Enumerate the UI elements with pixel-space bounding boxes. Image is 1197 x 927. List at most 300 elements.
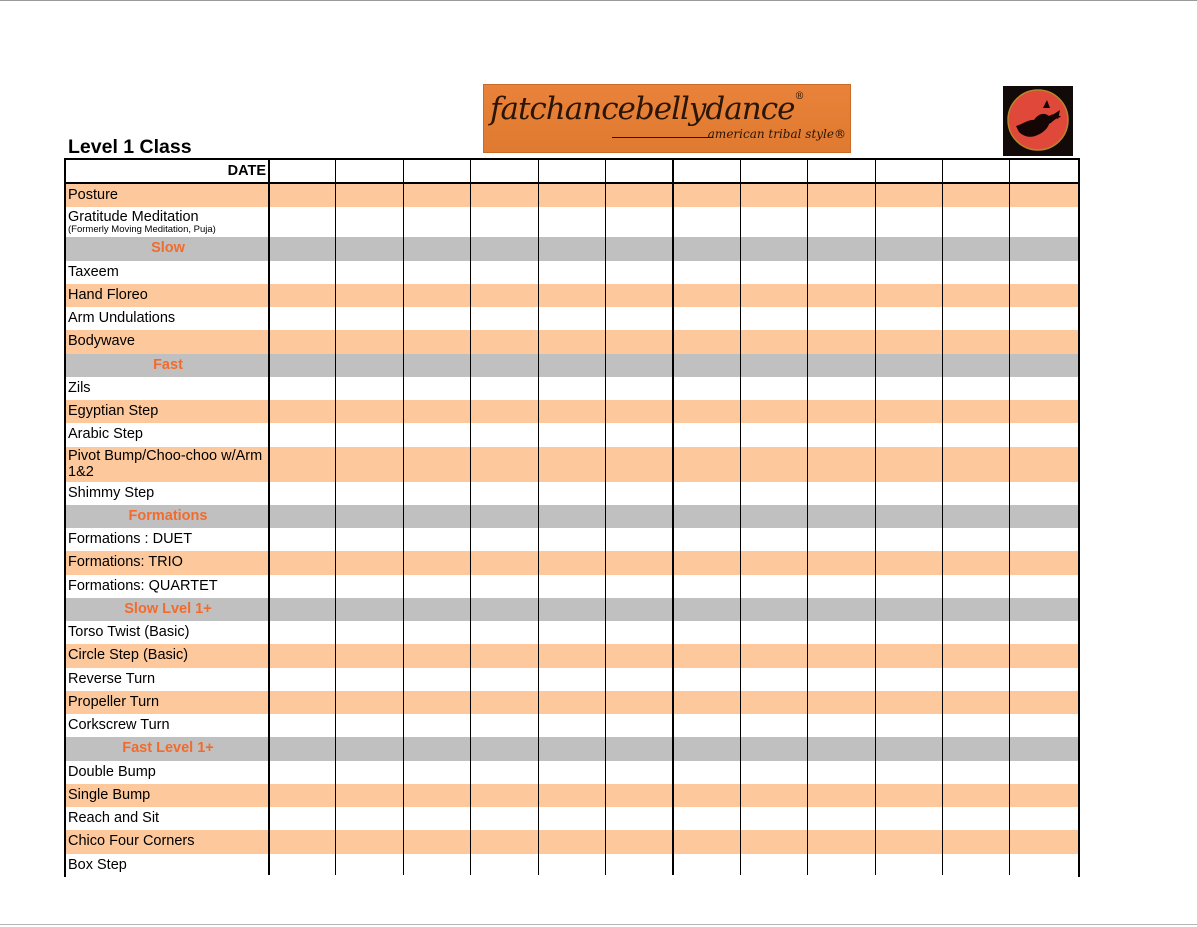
attendance-cell[interactable] — [877, 830, 944, 853]
attendance-cell[interactable] — [742, 284, 809, 307]
attendance-cell[interactable] — [540, 830, 607, 853]
attendance-cell[interactable] — [742, 761, 809, 784]
attendance-cell[interactable] — [877, 621, 944, 644]
attendance-cell[interactable] — [674, 551, 741, 574]
attendance-cell[interactable] — [944, 854, 1011, 877]
attendance-cell[interactable] — [472, 505, 539, 528]
attendance-cell[interactable] — [674, 400, 741, 423]
attendance-cell[interactable] — [472, 761, 539, 784]
attendance-cell[interactable] — [607, 575, 674, 598]
attendance-cell[interactable] — [674, 447, 741, 482]
attendance-cell[interactable] — [742, 354, 809, 377]
attendance-cell[interactable] — [270, 551, 337, 574]
attendance-cell[interactable] — [607, 714, 674, 737]
attendance-cell[interactable] — [944, 505, 1011, 528]
attendance-cell[interactable] — [877, 505, 944, 528]
attendance-cell[interactable] — [1011, 854, 1078, 877]
attendance-cell[interactable] — [270, 354, 337, 377]
attendance-cell[interactable] — [270, 237, 337, 260]
attendance-cell[interactable] — [472, 714, 539, 737]
attendance-cell[interactable] — [405, 377, 472, 400]
attendance-cell[interactable] — [877, 761, 944, 784]
attendance-cell[interactable] — [607, 668, 674, 691]
attendance-cell[interactable] — [674, 207, 741, 237]
attendance-cell[interactable] — [809, 505, 876, 528]
attendance-cell[interactable] — [472, 184, 539, 207]
attendance-cell[interactable] — [944, 551, 1011, 574]
attendance-cell[interactable] — [944, 261, 1011, 284]
attendance-cell[interactable] — [742, 237, 809, 260]
attendance-cell[interactable] — [270, 284, 337, 307]
attendance-cell[interactable] — [877, 482, 944, 505]
attendance-cell[interactable] — [877, 737, 944, 760]
attendance-cell[interactable] — [809, 784, 876, 807]
attendance-cell[interactable] — [472, 482, 539, 505]
attendance-cell[interactable] — [809, 184, 876, 207]
attendance-cell[interactable] — [742, 400, 809, 423]
attendance-cell[interactable] — [472, 423, 539, 446]
attendance-cell[interactable] — [337, 830, 404, 853]
attendance-cell[interactable] — [270, 575, 337, 598]
attendance-cell[interactable] — [674, 714, 741, 737]
attendance-cell[interactable] — [877, 784, 944, 807]
attendance-cell[interactable] — [1011, 668, 1078, 691]
attendance-cell[interactable] — [674, 528, 741, 551]
attendance-cell[interactable] — [405, 784, 472, 807]
attendance-cell[interactable] — [270, 307, 337, 330]
attendance-cell[interactable] — [337, 621, 404, 644]
attendance-cell[interactable] — [337, 714, 404, 737]
attendance-cell[interactable] — [540, 598, 607, 621]
attendance-cell[interactable] — [270, 714, 337, 737]
attendance-cell[interactable] — [337, 644, 404, 667]
attendance-cell[interactable] — [607, 830, 674, 853]
attendance-cell[interactable] — [809, 207, 876, 237]
attendance-cell[interactable] — [877, 528, 944, 551]
attendance-cell[interactable] — [742, 505, 809, 528]
attendance-cell[interactable] — [877, 377, 944, 400]
attendance-cell[interactable] — [674, 505, 741, 528]
attendance-cell[interactable] — [337, 528, 404, 551]
attendance-cell[interactable] — [809, 261, 876, 284]
attendance-cell[interactable] — [540, 644, 607, 667]
attendance-cell[interactable] — [607, 551, 674, 574]
attendance-cell[interactable] — [472, 237, 539, 260]
attendance-cell[interactable] — [405, 714, 472, 737]
attendance-cell[interactable] — [337, 854, 404, 877]
attendance-cell[interactable] — [1011, 330, 1078, 353]
attendance-cell[interactable] — [540, 423, 607, 446]
attendance-cell[interactable] — [405, 482, 472, 505]
attendance-cell[interactable] — [337, 330, 404, 353]
attendance-cell[interactable] — [337, 668, 404, 691]
attendance-cell[interactable] — [742, 423, 809, 446]
attendance-cell[interactable] — [674, 830, 741, 853]
attendance-cell[interactable] — [1011, 482, 1078, 505]
attendance-cell[interactable] — [270, 528, 337, 551]
attendance-cell[interactable] — [809, 807, 876, 830]
attendance-cell[interactable] — [472, 854, 539, 877]
attendance-cell[interactable] — [944, 447, 1011, 482]
attendance-cell[interactable] — [337, 307, 404, 330]
attendance-cell[interactable] — [337, 807, 404, 830]
attendance-cell[interactable] — [944, 598, 1011, 621]
attendance-cell[interactable] — [742, 854, 809, 877]
attendance-cell[interactable] — [472, 784, 539, 807]
attendance-cell[interactable] — [607, 354, 674, 377]
attendance-cell[interactable] — [944, 284, 1011, 307]
attendance-cell[interactable] — [337, 505, 404, 528]
attendance-cell[interactable] — [337, 598, 404, 621]
attendance-cell[interactable] — [405, 691, 472, 714]
attendance-cell[interactable] — [674, 644, 741, 667]
attendance-cell[interactable] — [674, 691, 741, 714]
attendance-cell[interactable] — [1011, 400, 1078, 423]
attendance-cell[interactable] — [540, 207, 607, 237]
attendance-cell[interactable] — [472, 307, 539, 330]
attendance-cell[interactable] — [674, 807, 741, 830]
attendance-cell[interactable] — [405, 830, 472, 853]
attendance-cell[interactable] — [1011, 807, 1078, 830]
attendance-cell[interactable] — [877, 598, 944, 621]
attendance-cell[interactable] — [472, 575, 539, 598]
attendance-cell[interactable] — [674, 784, 741, 807]
attendance-cell[interactable] — [877, 575, 944, 598]
attendance-cell[interactable] — [472, 598, 539, 621]
attendance-cell[interactable] — [607, 854, 674, 877]
attendance-cell[interactable] — [270, 668, 337, 691]
attendance-cell[interactable] — [877, 307, 944, 330]
attendance-cell[interactable] — [809, 284, 876, 307]
attendance-cell[interactable] — [607, 807, 674, 830]
attendance-cell[interactable] — [877, 400, 944, 423]
attendance-cell[interactable] — [607, 505, 674, 528]
attendance-cell[interactable] — [674, 598, 741, 621]
attendance-cell[interactable] — [944, 575, 1011, 598]
attendance-cell[interactable] — [742, 528, 809, 551]
attendance-cell[interactable] — [472, 528, 539, 551]
attendance-cell[interactable] — [607, 784, 674, 807]
attendance-cell[interactable] — [809, 377, 876, 400]
attendance-cell[interactable] — [1011, 621, 1078, 644]
attendance-cell[interactable] — [337, 482, 404, 505]
attendance-cell[interactable] — [540, 784, 607, 807]
attendance-cell[interactable] — [607, 377, 674, 400]
attendance-cell[interactable] — [405, 551, 472, 574]
attendance-cell[interactable] — [337, 691, 404, 714]
attendance-cell[interactable] — [944, 330, 1011, 353]
attendance-cell[interactable] — [540, 575, 607, 598]
attendance-cell[interactable] — [809, 761, 876, 784]
attendance-cell[interactable] — [1011, 377, 1078, 400]
attendance-cell[interactable] — [1011, 551, 1078, 574]
attendance-cell[interactable] — [270, 784, 337, 807]
attendance-cell[interactable] — [944, 307, 1011, 330]
attendance-cell[interactable] — [944, 668, 1011, 691]
attendance-cell[interactable] — [540, 284, 607, 307]
attendance-cell[interactable] — [877, 551, 944, 574]
attendance-cell[interactable] — [607, 307, 674, 330]
attendance-cell[interactable] — [944, 714, 1011, 737]
attendance-cell[interactable] — [1011, 505, 1078, 528]
attendance-cell[interactable] — [944, 482, 1011, 505]
attendance-cell[interactable] — [607, 330, 674, 353]
attendance-cell[interactable] — [405, 621, 472, 644]
attendance-cell[interactable] — [607, 423, 674, 446]
attendance-cell[interactable] — [337, 447, 404, 482]
attendance-cell[interactable] — [270, 691, 337, 714]
attendance-cell[interactable] — [674, 237, 741, 260]
attendance-cell[interactable] — [674, 482, 741, 505]
attendance-cell[interactable] — [1011, 737, 1078, 760]
attendance-cell[interactable] — [270, 737, 337, 760]
attendance-cell[interactable] — [742, 737, 809, 760]
attendance-cell[interactable] — [674, 575, 741, 598]
attendance-cell[interactable] — [607, 621, 674, 644]
attendance-cell[interactable] — [809, 551, 876, 574]
attendance-cell[interactable] — [540, 807, 607, 830]
attendance-cell[interactable] — [540, 528, 607, 551]
attendance-cell[interactable] — [742, 784, 809, 807]
attendance-cell[interactable] — [405, 528, 472, 551]
attendance-cell[interactable] — [405, 423, 472, 446]
attendance-cell[interactable] — [405, 807, 472, 830]
attendance-cell[interactable] — [742, 691, 809, 714]
attendance-cell[interactable] — [540, 377, 607, 400]
attendance-cell[interactable] — [607, 447, 674, 482]
attendance-cell[interactable] — [809, 621, 876, 644]
attendance-cell[interactable] — [540, 307, 607, 330]
attendance-cell[interactable] — [540, 354, 607, 377]
attendance-cell[interactable] — [337, 207, 404, 237]
attendance-cell[interactable] — [337, 784, 404, 807]
attendance-cell[interactable] — [1011, 691, 1078, 714]
attendance-cell[interactable] — [809, 423, 876, 446]
attendance-cell[interactable] — [809, 714, 876, 737]
attendance-cell[interactable] — [540, 668, 607, 691]
attendance-cell[interactable] — [405, 400, 472, 423]
attendance-cell[interactable] — [472, 551, 539, 574]
attendance-cell[interactable] — [944, 207, 1011, 237]
attendance-cell[interactable] — [809, 528, 876, 551]
attendance-cell[interactable] — [944, 377, 1011, 400]
attendance-cell[interactable] — [405, 598, 472, 621]
attendance-cell[interactable] — [405, 505, 472, 528]
attendance-cell[interactable] — [674, 284, 741, 307]
attendance-cell[interactable] — [540, 691, 607, 714]
attendance-cell[interactable] — [674, 668, 741, 691]
attendance-cell[interactable] — [877, 354, 944, 377]
attendance-cell[interactable] — [809, 854, 876, 877]
attendance-cell[interactable] — [405, 354, 472, 377]
attendance-cell[interactable] — [1011, 184, 1078, 207]
attendance-cell[interactable] — [607, 761, 674, 784]
attendance-cell[interactable] — [540, 737, 607, 760]
attendance-cell[interactable] — [742, 482, 809, 505]
attendance-cell[interactable] — [742, 261, 809, 284]
attendance-cell[interactable] — [944, 644, 1011, 667]
attendance-cell[interactable] — [944, 830, 1011, 853]
attendance-cell[interactable] — [540, 237, 607, 260]
attendance-cell[interactable] — [540, 330, 607, 353]
attendance-cell[interactable] — [944, 400, 1011, 423]
attendance-cell[interactable] — [472, 400, 539, 423]
attendance-cell[interactable] — [405, 261, 472, 284]
attendance-cell[interactable] — [1011, 830, 1078, 853]
attendance-cell[interactable] — [809, 737, 876, 760]
attendance-cell[interactable] — [742, 330, 809, 353]
attendance-cell[interactable] — [607, 691, 674, 714]
attendance-cell[interactable] — [809, 830, 876, 853]
attendance-cell[interactable] — [270, 447, 337, 482]
attendance-cell[interactable] — [877, 854, 944, 877]
attendance-cell[interactable] — [270, 644, 337, 667]
attendance-cell[interactable] — [1011, 784, 1078, 807]
attendance-cell[interactable] — [337, 761, 404, 784]
attendance-cell[interactable] — [809, 668, 876, 691]
attendance-cell[interactable] — [1011, 644, 1078, 667]
attendance-cell[interactable] — [405, 184, 472, 207]
attendance-cell[interactable] — [472, 668, 539, 691]
attendance-cell[interactable] — [742, 807, 809, 830]
attendance-cell[interactable] — [270, 621, 337, 644]
attendance-cell[interactable] — [809, 400, 876, 423]
attendance-cell[interactable] — [809, 237, 876, 260]
attendance-cell[interactable] — [337, 400, 404, 423]
attendance-cell[interactable] — [405, 237, 472, 260]
attendance-cell[interactable] — [540, 482, 607, 505]
attendance-cell[interactable] — [742, 307, 809, 330]
attendance-cell[interactable] — [472, 377, 539, 400]
attendance-cell[interactable] — [405, 854, 472, 877]
attendance-cell[interactable] — [809, 691, 876, 714]
attendance-cell[interactable] — [270, 505, 337, 528]
attendance-cell[interactable] — [877, 207, 944, 237]
attendance-cell[interactable] — [540, 400, 607, 423]
attendance-cell[interactable] — [674, 621, 741, 644]
attendance-cell[interactable] — [877, 284, 944, 307]
attendance-cell[interactable] — [472, 691, 539, 714]
attendance-cell[interactable] — [944, 737, 1011, 760]
attendance-cell[interactable] — [270, 482, 337, 505]
attendance-cell[interactable] — [1011, 207, 1078, 237]
attendance-cell[interactable] — [405, 575, 472, 598]
attendance-cell[interactable] — [472, 807, 539, 830]
attendance-cell[interactable] — [1011, 261, 1078, 284]
attendance-cell[interactable] — [742, 184, 809, 207]
attendance-cell[interactable] — [1011, 354, 1078, 377]
attendance-cell[interactable] — [472, 207, 539, 237]
attendance-cell[interactable] — [877, 644, 944, 667]
attendance-cell[interactable] — [540, 854, 607, 877]
attendance-cell[interactable] — [877, 714, 944, 737]
attendance-cell[interactable] — [1011, 284, 1078, 307]
attendance-cell[interactable] — [540, 761, 607, 784]
attendance-cell[interactable] — [809, 447, 876, 482]
attendance-cell[interactable] — [540, 184, 607, 207]
attendance-cell[interactable] — [674, 737, 741, 760]
attendance-cell[interactable] — [877, 261, 944, 284]
attendance-cell[interactable] — [337, 284, 404, 307]
attendance-cell[interactable] — [877, 330, 944, 353]
attendance-cell[interactable] — [742, 668, 809, 691]
attendance-cell[interactable] — [809, 482, 876, 505]
attendance-cell[interactable] — [877, 668, 944, 691]
attendance-cell[interactable] — [337, 261, 404, 284]
attendance-cell[interactable] — [405, 447, 472, 482]
attendance-cell[interactable] — [674, 307, 741, 330]
attendance-cell[interactable] — [337, 737, 404, 760]
attendance-cell[interactable] — [270, 261, 337, 284]
attendance-cell[interactable] — [607, 528, 674, 551]
attendance-cell[interactable] — [270, 807, 337, 830]
attendance-cell[interactable] — [1011, 528, 1078, 551]
attendance-cell[interactable] — [1011, 423, 1078, 446]
attendance-cell[interactable] — [270, 184, 337, 207]
attendance-cell[interactable] — [472, 354, 539, 377]
attendance-cell[interactable] — [809, 354, 876, 377]
attendance-cell[interactable] — [742, 830, 809, 853]
attendance-cell[interactable] — [472, 830, 539, 853]
attendance-cell[interactable] — [405, 668, 472, 691]
attendance-cell[interactable] — [472, 621, 539, 644]
attendance-cell[interactable] — [877, 184, 944, 207]
attendance-cell[interactable] — [944, 237, 1011, 260]
attendance-cell[interactable] — [944, 184, 1011, 207]
attendance-cell[interactable] — [809, 307, 876, 330]
attendance-cell[interactable] — [742, 575, 809, 598]
attendance-cell[interactable] — [405, 284, 472, 307]
attendance-cell[interactable] — [337, 184, 404, 207]
attendance-cell[interactable] — [337, 354, 404, 377]
attendance-cell[interactable] — [674, 354, 741, 377]
attendance-cell[interactable] — [809, 330, 876, 353]
attendance-cell[interactable] — [742, 598, 809, 621]
attendance-cell[interactable] — [405, 761, 472, 784]
attendance-cell[interactable] — [1011, 575, 1078, 598]
attendance-cell[interactable] — [944, 807, 1011, 830]
attendance-cell[interactable] — [270, 400, 337, 423]
attendance-cell[interactable] — [540, 621, 607, 644]
attendance-cell[interactable] — [405, 207, 472, 237]
attendance-cell[interactable] — [607, 184, 674, 207]
attendance-cell[interactable] — [944, 691, 1011, 714]
attendance-cell[interactable] — [405, 330, 472, 353]
attendance-cell[interactable] — [607, 261, 674, 284]
attendance-cell[interactable] — [809, 644, 876, 667]
attendance-cell[interactable] — [742, 447, 809, 482]
attendance-cell[interactable] — [944, 761, 1011, 784]
attendance-cell[interactable] — [337, 423, 404, 446]
attendance-cell[interactable] — [674, 330, 741, 353]
attendance-cell[interactable] — [742, 621, 809, 644]
attendance-cell[interactable] — [270, 207, 337, 237]
attendance-cell[interactable] — [270, 761, 337, 784]
attendance-cell[interactable] — [1011, 447, 1078, 482]
attendance-cell[interactable] — [1011, 307, 1078, 330]
attendance-cell[interactable] — [607, 482, 674, 505]
attendance-cell[interactable] — [337, 377, 404, 400]
attendance-cell[interactable] — [607, 284, 674, 307]
attendance-cell[interactable] — [877, 691, 944, 714]
attendance-cell[interactable] — [877, 237, 944, 260]
attendance-cell[interactable] — [944, 621, 1011, 644]
attendance-cell[interactable] — [944, 528, 1011, 551]
attendance-cell[interactable] — [607, 737, 674, 760]
attendance-cell[interactable] — [1011, 237, 1078, 260]
attendance-cell[interactable] — [337, 551, 404, 574]
attendance-cell[interactable] — [1011, 761, 1078, 784]
